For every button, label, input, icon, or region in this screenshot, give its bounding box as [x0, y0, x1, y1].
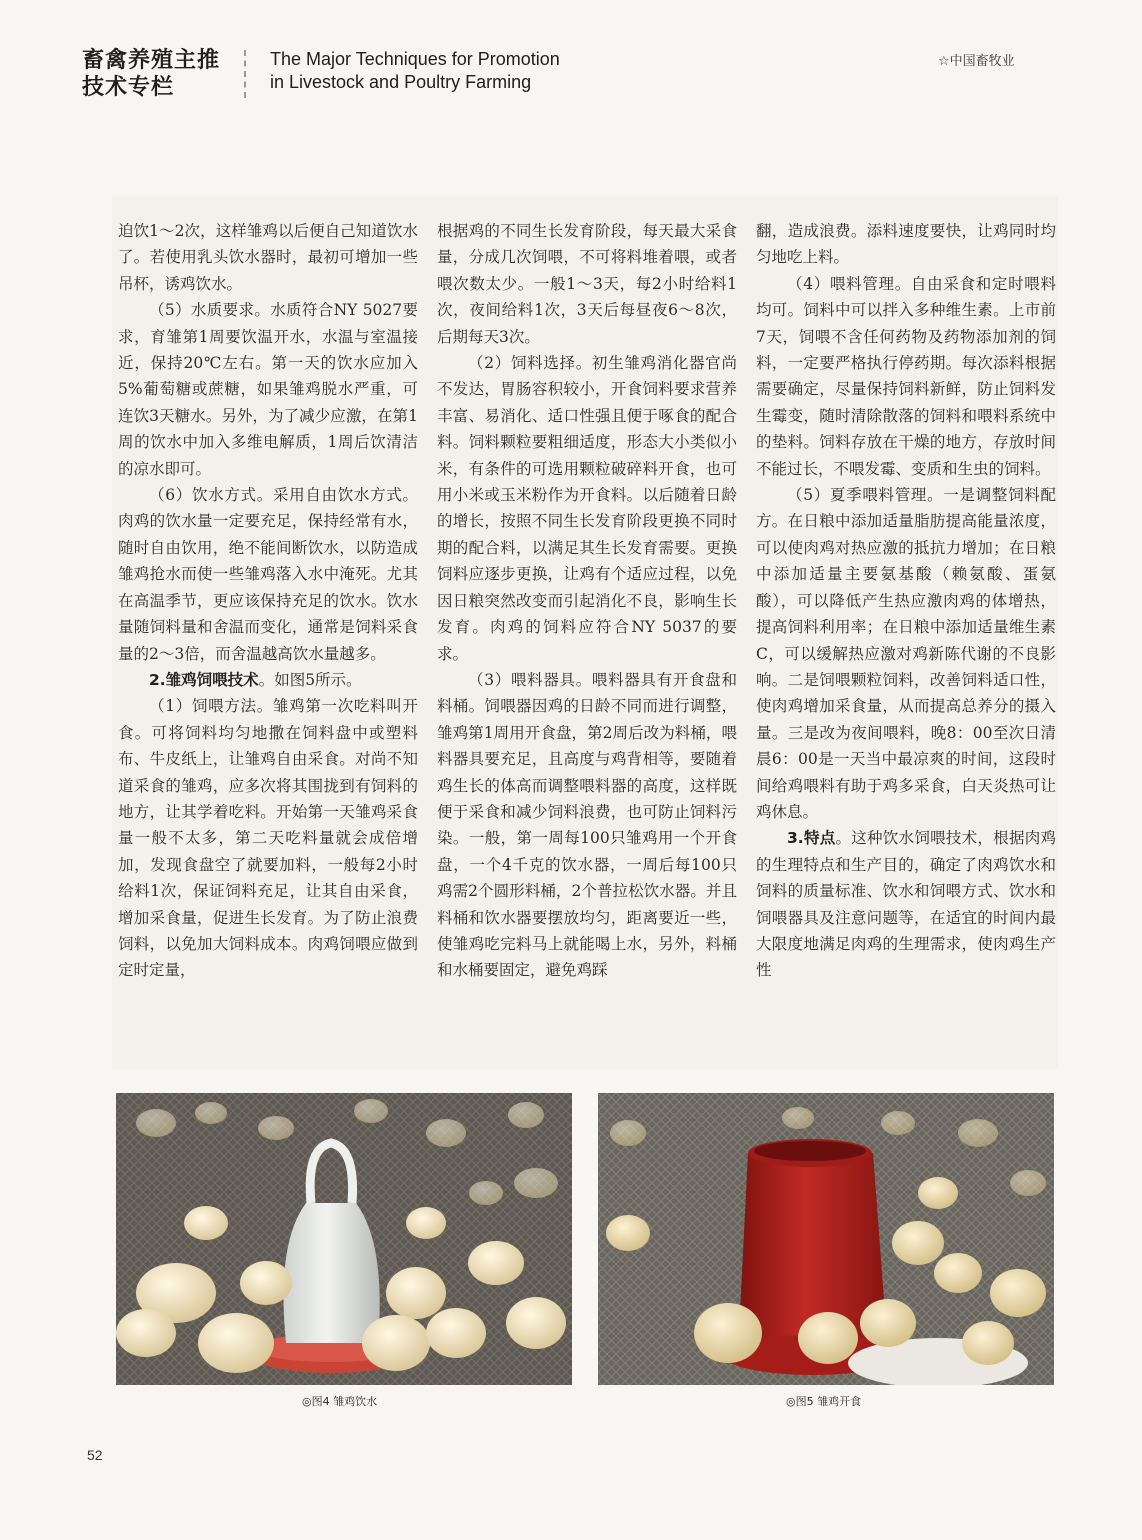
paragraph-text: 。这种饮水饲喂技术，根据肉鸡的生理特点和生产目的，确定了肉鸡饮水和饲料的质量标准、饮水和饲喂方式、饮水和饲喂器具及注意问题等，在适宜的时间内最大限度地满足肉鸡的生理需求，使肉鸡生产性	[756, 829, 1056, 980]
figure-5-caption: ◎图5 雏鸡开食	[786, 1395, 862, 1408]
figure-5-photo	[598, 1093, 1054, 1385]
paragraph	[118, 693, 418, 983]
paragraph-text: （6）饮水方式。采用自由饮水方式。肉鸡的饮水量一定要充足，保持经常有水，随时自由饮用，绝不能间断饮水，以防造成雏鸡抢水而使一些雏鸡落入水中淹死。尤其在高温季节，更应该保持充足的饮水。饮水量随饲料量和舍温而变化，通常是饲料采食量的2～3倍，而舍温越高饮水量越多。	[118, 486, 418, 663]
english-title	[270, 48, 690, 94]
paragraph	[118, 218, 418, 297]
text-column-2	[437, 218, 737, 984]
column-title-line2: 技术专栏	[82, 75, 175, 100]
page-number: 52	[87, 1447, 103, 1463]
paragraph-text: （5）水质要求。水质符合NY 5027要求，育雏第1周要饮温开水，水温与室温接近，保持20℃左右。第一天的饮水应加入5%葡萄糖或蔗糖，如果雏鸡脱水严重，可连饮3天糖水。另外，为了减少应激，在第1周的饮水中加入多维电解质，1周后饮清洁的凉水即可。	[118, 301, 418, 478]
paragraph	[756, 271, 1056, 482]
paragraph-text: （2）饲料选择。初生雏鸡消化器官尚不发达，胃肠容积较小，开食饲料要求营养丰富、易消化、适口性强且便于啄食的配合料。饲料颗粒要粗细适度，形态大小类似小米，有条件的可选用颗粒破碎料开食，也可用小米或玉米粉作为开食料。以后随着日龄的增长，按照不同生长发育阶段更换不同时期的配合料，以满足其生长发育需要。更换饲料应逐步更换，让鸡有个适应过程，以免因日粮突然改变而引起消化不良，影响生长发育。肉鸡的饲料应符合NY 5037的要求。	[437, 354, 737, 663]
paragraph-text: 翻，造成浪费。添料速度要快，让鸡同时均匀地吃上料。	[756, 222, 1056, 267]
section-heading: 2.雏鸡饲喂技术	[149, 670, 259, 689]
english-title-line1: The Major Techniques for Promotion	[270, 49, 560, 69]
paragraph-text: 根据鸡的不同生长发育阶段，每天最大采食量，分成几次饲喂，不可将料堆着喂，或者喂次数太少。一般1～3天，每2小时给料1次，夜间给料1次，3天后每昼夜6～8次，后期每天3次。	[437, 222, 737, 346]
column-title-line1: 畜禽养殖主推	[82, 48, 221, 73]
paragraph	[756, 218, 1056, 271]
paragraph-text: 迫饮1～2次，这样雏鸡以后便自己知道饮水了。若使用乳头饮水器时，最初可增加一些吊杯，诱鸡饮水。	[118, 222, 418, 293]
paragraph	[756, 482, 1056, 825]
paragraph	[118, 482, 418, 667]
paragraph	[437, 350, 737, 667]
paragraph-text: （5）夏季喂料管理。一是调整饲料配方。在日粮中添加适量脂肪提高能量浓度，可以使肉鸡对热应激的抵抗力增加；在日粮中添加适量主要氨基酸（赖氨酸、蛋氨酸），可以降低产生热应激肉鸡的体增热，提高饲料利用率；在日粮中添加适量维生素C，可以缓解热应激对鸡新陈代谢的不良影响。二是饲喂颗粒饲料，改善饲料适口性，使肉鸡增加采食量，从而提高总养分的摄入量。三是改为夜间喂料，晚8：00至次日清晨6：00是一天当中最凉爽的时间，这段时间给鸡喂料有助于鸡多采食，白天炎热可让鸡休息。	[756, 486, 1056, 821]
paragraph-text: （1）饲喂方法。雏鸡第一次吃料叫开食。可将饲料均匀地撒在饲料盘中或塑料布、牛皮纸上，让雏鸡自由采食。对尚不知道采食的雏鸡，应多次将其围拢到有饲料的地方，让其学着吃料。开始第一天雏鸡采食量一般不太多，第二天吃料量就会成倍增加，发现食盘空了就要加料，一般每2小时给料1次，保证饲料充足，让其自由采食，增加采食量，促进生长发育。为了防止浪费饲料，以免加大饲料成本。肉鸡饲喂应做到定时定量，	[118, 697, 418, 980]
text-column-1	[118, 218, 418, 984]
paragraph	[118, 297, 418, 482]
paragraph	[118, 667, 418, 693]
section-heading: 3.特点	[787, 829, 836, 848]
column-title	[82, 47, 242, 101]
figure-4-photo	[116, 1093, 572, 1385]
figure-4-caption: ◎图4 雏鸡饮水	[302, 1395, 378, 1408]
chicks-feeder-image	[598, 1093, 1054, 1385]
paragraph-text: 。如图5所示。	[258, 670, 362, 689]
chicks-drinker-image	[116, 1093, 572, 1385]
paragraph-text: （3）喂料器具。喂料器具有开食盘和料桶。饲喂器因鸡的日龄不同而进行调整，雏鸡第1周用开食盘，第2周后改为料桶，喂料器具要充足，且高度与鸡背相等，要随着鸡生长的体高而调整喂料器的高度，这样既便于采食和减少饲料浪费，也可防止饲料污染。一般，第一周每100只雏鸡用一个开食盘，一个4千克的饮水器，一周后每100只鸡需2个圆形料桶，2个普拉松饮水器。并且料桶和饮水器要摆放均匀，距离要近一些，使雏鸡吃完料马上就能喝上水，另外，料桶和水桶要固定，避免鸡踩	[437, 670, 737, 980]
paragraph	[756, 825, 1056, 983]
journal-name: ☆中国畜牧业	[938, 54, 1015, 69]
header-divider	[244, 50, 246, 98]
paragraph	[437, 218, 737, 350]
paragraph-text: （4）喂料管理。自由采食和定时喂料均可。饲料中可以拌入多种维生素。上市前7天，饲喂不含任何药物及药物添加剂的饲料，一定要严格执行停药期。每次添料根据需要确定，尽量保持饲料新鲜，防止饲料发生霉变，随时清除散落的饲料和喂料系统中的垫料。饲料存放在干燥的地方，存放时间不能过长，不喂发霉、变质和生虫的饲料。	[756, 274, 1056, 478]
text-column-3	[756, 218, 1056, 984]
paragraph	[437, 667, 737, 984]
english-title-line2: in Livestock and Poultry Farming	[270, 72, 532, 92]
